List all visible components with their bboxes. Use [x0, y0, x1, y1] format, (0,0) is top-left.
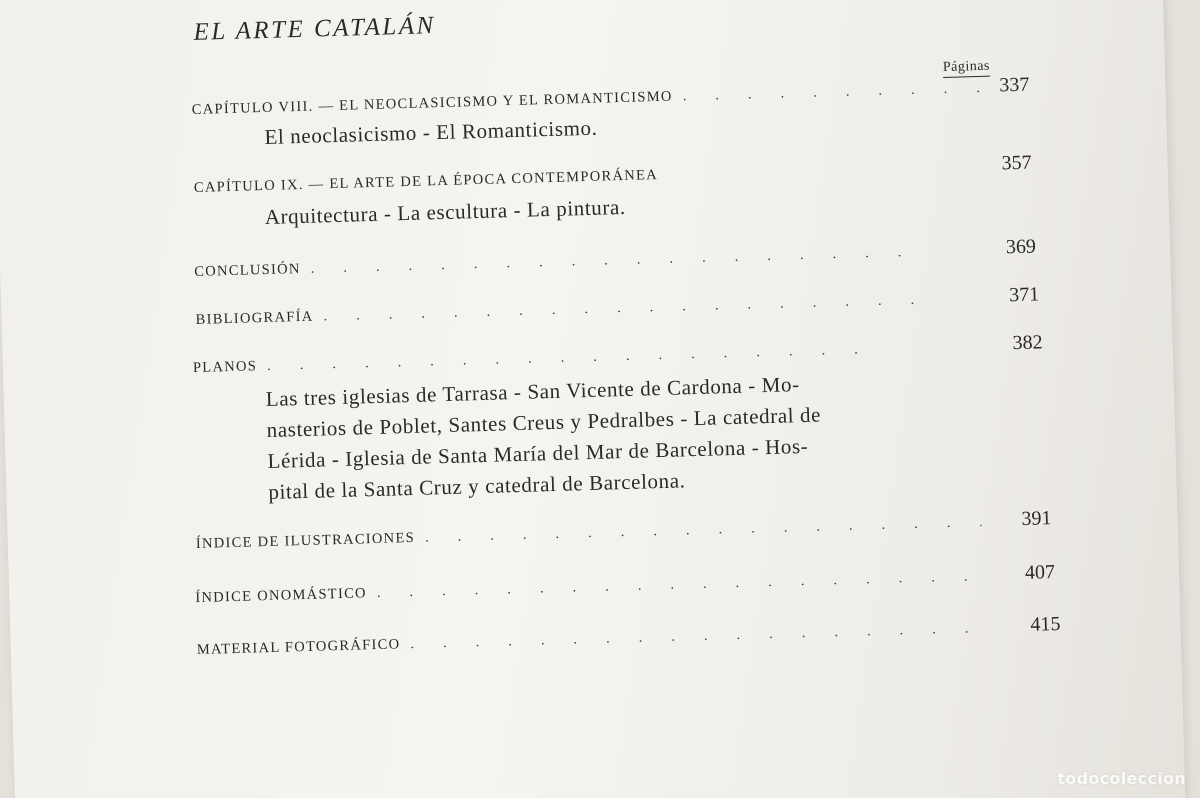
pages-column-header: Páginas — [943, 59, 991, 78]
toc-entry-page: 407 — [1024, 561, 1056, 584]
toc-entry-description-line: Las tres iglesias de Tarrasa - San Vicente de Cardona - Mo- — [265, 372, 800, 412]
toc-entry-title: ÍNDICE ONOMÁSTICO — [195, 585, 368, 607]
toc-entry-page: 415 — [1030, 612, 1061, 636]
toc-entry-subtitle: El neoclasicismo - El Romanticismo. — [264, 115, 598, 149]
toc-entry-title: ÍNDICE DE ILUSTRACIONES — [195, 529, 416, 553]
dot-leader — [267, 338, 969, 375]
toc-entry-description-line: nasterios de Poblet, Santes Creus y Pedralbes - La catedral de — [266, 402, 822, 443]
toc-entry-photographic-material — [196, 613, 1060, 660]
toc-entry-name-index — [195, 561, 1055, 608]
toc-entry-page: 337 — [999, 73, 1030, 97]
toc-entry-title: CAPÍTULO IX. — EL ARTE DE LA ÉPOCA CONTEMPORÁNEA — [193, 166, 659, 196]
running-head: EL ARTE CATALÁN — [193, 12, 437, 46]
toc-entry-bibliography — [195, 283, 1039, 330]
dot-leader — [410, 620, 988, 653]
toc-entry-conclusion — [194, 235, 1036, 282]
dot-leader — [310, 243, 962, 278]
toc-entry-title: PLANOS — [192, 358, 258, 377]
watermark: todocoleccion — [1057, 769, 1186, 788]
toc-entry-description-line: Lérida - Iglesia de Santa María del Mar de Barcelona - Hos- — [267, 433, 809, 473]
toc-entry-page: 371 — [1008, 283, 1040, 307]
toc-entry-subtitle: Arquitectura - La escultura - La pintura. — [264, 194, 626, 229]
toc-entry-description-line: pital de la Santa Cruz y catedral de Barcelona. — [268, 468, 686, 504]
toc-entry-page: 357 — [1001, 151, 1032, 175]
toc-entry-chapter-8 — [191, 74, 1029, 120]
dot-leader — [682, 80, 985, 105]
toc-entry-page: 382 — [1012, 331, 1043, 355]
dot-leader — [425, 514, 982, 547]
toc-entry-page: 369 — [1005, 235, 1037, 259]
toc-entry-plans — [193, 331, 1043, 378]
dot-leader — [323, 290, 965, 325]
toc-entry-title: CONCLUSIÓN — [194, 261, 301, 280]
toc-entry-chapter-9 — [194, 152, 1032, 198]
toc-entry-title: CAPÍTULO VIII. — EL NEOCLASICISMO Y EL ROMANTICISMO — [191, 88, 673, 118]
dot-leader — [377, 568, 982, 602]
toc-entry-page: 391 — [1021, 507, 1052, 530]
toc-entry-title: MATERIAL FOTOGRÁFICO — [196, 636, 401, 659]
toc-entry-illustrations-index — [196, 507, 1052, 554]
toc-entry-title: BIBLIOGRAFÍA — [195, 308, 314, 328]
